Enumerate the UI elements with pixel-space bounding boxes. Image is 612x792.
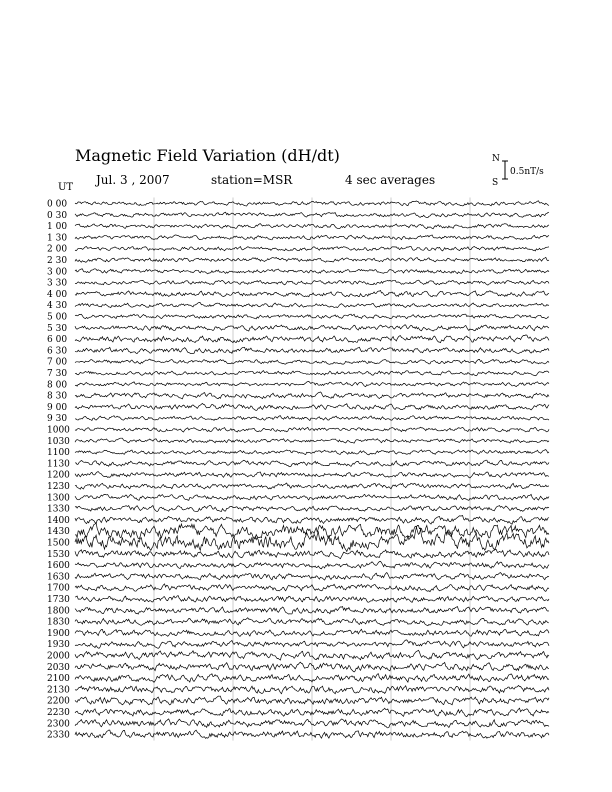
row-label: 1500 [47, 538, 70, 549]
row-label: 8 00 [47, 380, 68, 391]
row-label: 1700 [47, 583, 70, 594]
row-label: 7 00 [47, 357, 68, 368]
row-label: 2200 [47, 696, 70, 707]
row-label: 3 00 [47, 267, 68, 278]
date-label: Jul. 3 , 2007 [96, 173, 170, 187]
row-label: 1230 [47, 482, 70, 492]
row-label: 1330 [47, 504, 70, 515]
row-label: 8 30 [47, 391, 68, 402]
row-label: 1100 [47, 448, 70, 459]
row-label: 1630 [47, 572, 70, 583]
row-label: 9 30 [47, 414, 68, 425]
plot-grid [154, 198, 470, 741]
row-label: 7 30 [47, 369, 68, 379]
scale-north-label: N [492, 154, 500, 164]
row-label: 2230 [47, 708, 70, 718]
scale-south-label: S [492, 178, 499, 188]
row-label: 9 00 [47, 402, 68, 413]
row-label: 2330 [47, 730, 70, 741]
row-label: 5 00 [47, 312, 68, 323]
row-label: 1 00 [47, 222, 68, 233]
row-label: 3 30 [47, 278, 68, 289]
row-label: 1930 [47, 640, 70, 651]
row-label: 2000 [47, 651, 70, 662]
row-label: 0 00 [47, 199, 68, 210]
scale-value-label: 0.5nT/s [510, 167, 544, 177]
row-label: 6 00 [47, 335, 68, 346]
row-label: 4 00 [47, 289, 68, 300]
ut-axis-label: UT [58, 182, 74, 193]
row-label: 2 00 [47, 244, 68, 255]
chart-title: Magnetic Field Variation (dH/dt) [75, 146, 340, 165]
row-label: 4 30 [47, 301, 68, 312]
averaging-label: 4 sec averages [345, 173, 436, 187]
row-label: 6 30 [47, 346, 68, 357]
row-label: 5 30 [47, 323, 68, 334]
row-label: 1530 [47, 549, 70, 560]
row-label: 1400 [47, 515, 70, 526]
row-label: 1830 [47, 617, 70, 628]
row-label: 2030 [47, 662, 70, 673]
row-label: 1000 [47, 425, 70, 436]
row-label: 1800 [47, 606, 70, 617]
row-label: 2100 [47, 674, 70, 685]
scale-bar [502, 161, 508, 179]
row-label: 1130 [47, 459, 70, 470]
row-label: 1200 [47, 470, 70, 481]
row-label: 2300 [47, 719, 70, 730]
row-label: 1 30 [47, 233, 68, 244]
station-label: station=MSR [211, 173, 293, 187]
row-label: 2 30 [47, 256, 68, 266]
row-label-group [47, 200, 70, 741]
row-label: 1430 [47, 527, 70, 538]
row-label: 1900 [47, 628, 70, 639]
row-label: 1030 [47, 436, 70, 447]
row-label: 1300 [47, 493, 70, 504]
row-label: 2130 [47, 685, 70, 696]
row-label: 0 30 [47, 210, 68, 221]
row-label: 1600 [47, 561, 70, 572]
row-label: 1730 [47, 595, 70, 605]
